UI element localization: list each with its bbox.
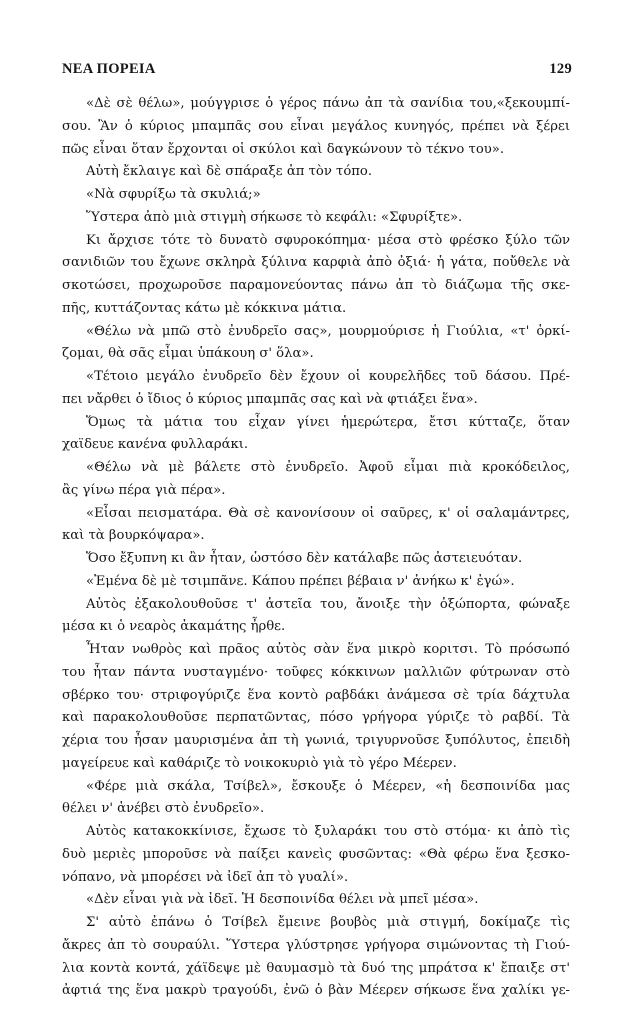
text-line: ἄκρες ἀπ τὸ σουραύλι. Ὕστερα γλύστρησε γρήγορα σιμώνοντας τὴ Γιού- xyxy=(62,937,570,953)
text-line: «Εἶσαι πεισματάρα. Θὰ σὲ κανονίσουν οἱ σαῦρες, κ' οἱ σαλαμάντρες, xyxy=(86,505,570,521)
text-line: σκοτώσει, προχωροῦσε παραμονεύοντας πάνω ἀπ τὸ διάζωμα τῆς σκε- xyxy=(62,278,570,293)
text-line: Σ' αὐτὸ ἐπάνω ὁ Τσίβελ ἔμεινε βουβὸς μιὰ στιγμή, δοκίμαζε τὶς xyxy=(86,915,570,930)
text-line: χαϊδευε κανένα φυλλαράκι. xyxy=(62,437,249,453)
running-header xyxy=(62,61,570,81)
text-line: σβέρκο του· στριφογύριζε ἕνα κοντὸ ραβδάκι ἀνάμεσα σὲ τρία δάχτυλα xyxy=(62,687,570,703)
text-line: Κι ἄρχισε τότε τὸ δυνατὸ σφυροκόπημα· μέσα στὸ φρέσκο ξύλο τῶν xyxy=(86,232,570,248)
text-line: πῶς εἶναι ὅταν ἔρχονται οἱ σκύλοι καὶ δαγκώνουν τὸ τέκνο του». xyxy=(62,141,505,157)
text-line: νόπανο, νὰ μπορέσει νὰ ἰδεῖ ἀπ τὸ γυαλί». xyxy=(62,869,349,885)
text-line: Ὅμως τὰ μάτια του εἶχαν γίνει ἡμερώτερα, ἔτσι κύτταζε, ὅταν xyxy=(86,414,570,430)
text-line: ἀφτιά της ἕνα μακρὺ τραγούδι, ἐνῶ ὁ βὰν Μέερεν σήκωσε ἕνα χαλίκι γε- xyxy=(62,983,570,999)
text-line: Αὐτὴ ἔκλαιγε καὶ δὲ σπάραξε ἀπ τὸν τόπο. xyxy=(86,164,373,180)
body-text xyxy=(62,93,570,1003)
text-line: θέλει ν' ἀνέβει στὸ ἐνυδρεῖο». xyxy=(62,801,265,817)
text-line: πει νἄρθει ὁ ἴδιος ὁ κύριος μπαμπᾶς σας καὶ νὰ φτιάξει ἕνα». xyxy=(62,391,478,407)
text-line: «Δὲ σὲ θέλω», μούγγρισε ὁ γέρος πάνω ἀπ τὰ σανίδια του,«ξεκουμπί- xyxy=(86,96,570,111)
text-line: μέσα κι ὁ νεαρὸς ἀκαμάτης ἦρθε. xyxy=(62,619,286,635)
text-line: «Φέρε μιὰ σκάλα, Τσίβελ», ἔσκουξε ὁ Μέερεν, «ἡ δεσποινίδα μας xyxy=(86,778,570,794)
text-line: «Ἐμένα δὲ μὲ τσιμπᾶνε. Κάπου πρέπει βέβαια ν' ἀνήκω κ' ἐγώ». xyxy=(86,573,515,589)
text-line: χέρια του ἦσαν μαυρισμένα ἀπ τὴ γωνιά, τριγυρνοῦσε ξυπόλυτος, ἐπειδὴ xyxy=(62,733,570,748)
text-line: Αὐτὸς κατακοκκίνισε, ἔχωσε τὸ ξυλαράκι του στὸ στόμα· κι ἀπὸ τὶς xyxy=(86,824,570,839)
page-number: 129 xyxy=(549,61,572,77)
text-line: Ὕστερα ἀπὸ μιὰ στιγμὴ σήκωσε τὸ κεφάλι: «Σφυρίξτε». xyxy=(86,209,463,225)
text-line: «Δὲν εἶναι γιὰ νὰ ἰδεῖ. Ἡ δεσποινίδα θέλει νὰ μπεῖ μέσα». xyxy=(86,892,479,908)
text-line: ἂς γίνω πέρα γιὰ πέρα». xyxy=(62,482,226,498)
text-line: λια κοντὰ κοντά, χάϊδεψε μὲ θαυμασμὸ τὰ δυό της μπράτσα κ' ἔπαιξε στ' xyxy=(62,960,570,976)
text-line: του ἦταν πάντα νυσταγμένο· τοῦφες κόκκινων μαλλιῶν φύτρωναν στὸ xyxy=(62,664,570,680)
text-line: Ὅσο ἔξυπνη κι ἂν ἦταν, ὡστόσο δὲν κατάλαβε πῶς ἀστειευόταν. xyxy=(86,551,523,566)
text-line: «Θέλω νὰ μπῶ στὸ ἐνυδρεῖο σας», μουρμούρισε ἡ Γιούλια, «τ' ὁρκί- xyxy=(86,323,570,339)
text-line: Ἦταν νωθρὸς καὶ πρᾶος αὐτὸς σὰν ἕνα μικρὸ κοριτσι. Τὸ πρόσωπό xyxy=(86,642,570,657)
text-line: σου. Ἂν ὁ κύριος μπαμπᾶς σου εἶναι μεγάλος κυνηγός, πρέπει νὰ ξέρει xyxy=(62,118,570,134)
text-line: «Νὰ σφυρίξω τὰ σκυλιά;» xyxy=(86,187,261,202)
text-line: «Θέλω νὰ μὲ βάλετε στὸ ἐνυδρεῖο. Ἀφοῦ εἶμαι πιὰ κροκόδειλος, xyxy=(86,460,570,475)
text-line: καὶ παρακολουθοῦσε περπατῶντας, πόσο γρήγορα γύριζε τὸ ραβδί. Τὰ xyxy=(62,710,570,726)
text-line: «Τέτοιο μεγάλο ἐνυδρεῖο δὲν ἔχουν οἱ κουρελῆδες τοῦ δάσου. Πρέ- xyxy=(86,369,570,384)
text-line: σανιδιῶν του ἔχωνε σκληρὰ ξύλινα καρφιὰ ἀπὸ ὀξιά· ἡ γάτα, ποὔθελε νὰ xyxy=(62,255,570,271)
running-title: ΝΕΑ ΠΟΡΕΙΑ xyxy=(62,61,156,77)
text-line: Αὐτὸς ἐξακολουθοῦσε τ' ἀστεῖα του, ἄνοιξε τὴν ὀξώπορτα, φώναξε xyxy=(86,596,570,612)
text-line: μαγείρευε καὶ καθάριζε τὸ νοικοκυριὸ γιὰ τὸ γέρο Μέερεν. xyxy=(62,755,457,771)
text-line: πῆς, κυττάζοντας κάτω μὲ κόκκινα μάτια. xyxy=(62,300,347,316)
text-line: ζομαι, θὰ σᾶς εἶμαι ὑπάκουη σ' ὅλα». xyxy=(62,346,314,362)
text-line: δυὸ μεριὲς μποροῦσε νὰ παίξει κανεὶς φυσῶντας: «Θὰ φέρω ἕνα ξεσκο- xyxy=(62,846,570,862)
text-line: καὶ τὰ βουρκόψαρα». xyxy=(62,528,205,544)
